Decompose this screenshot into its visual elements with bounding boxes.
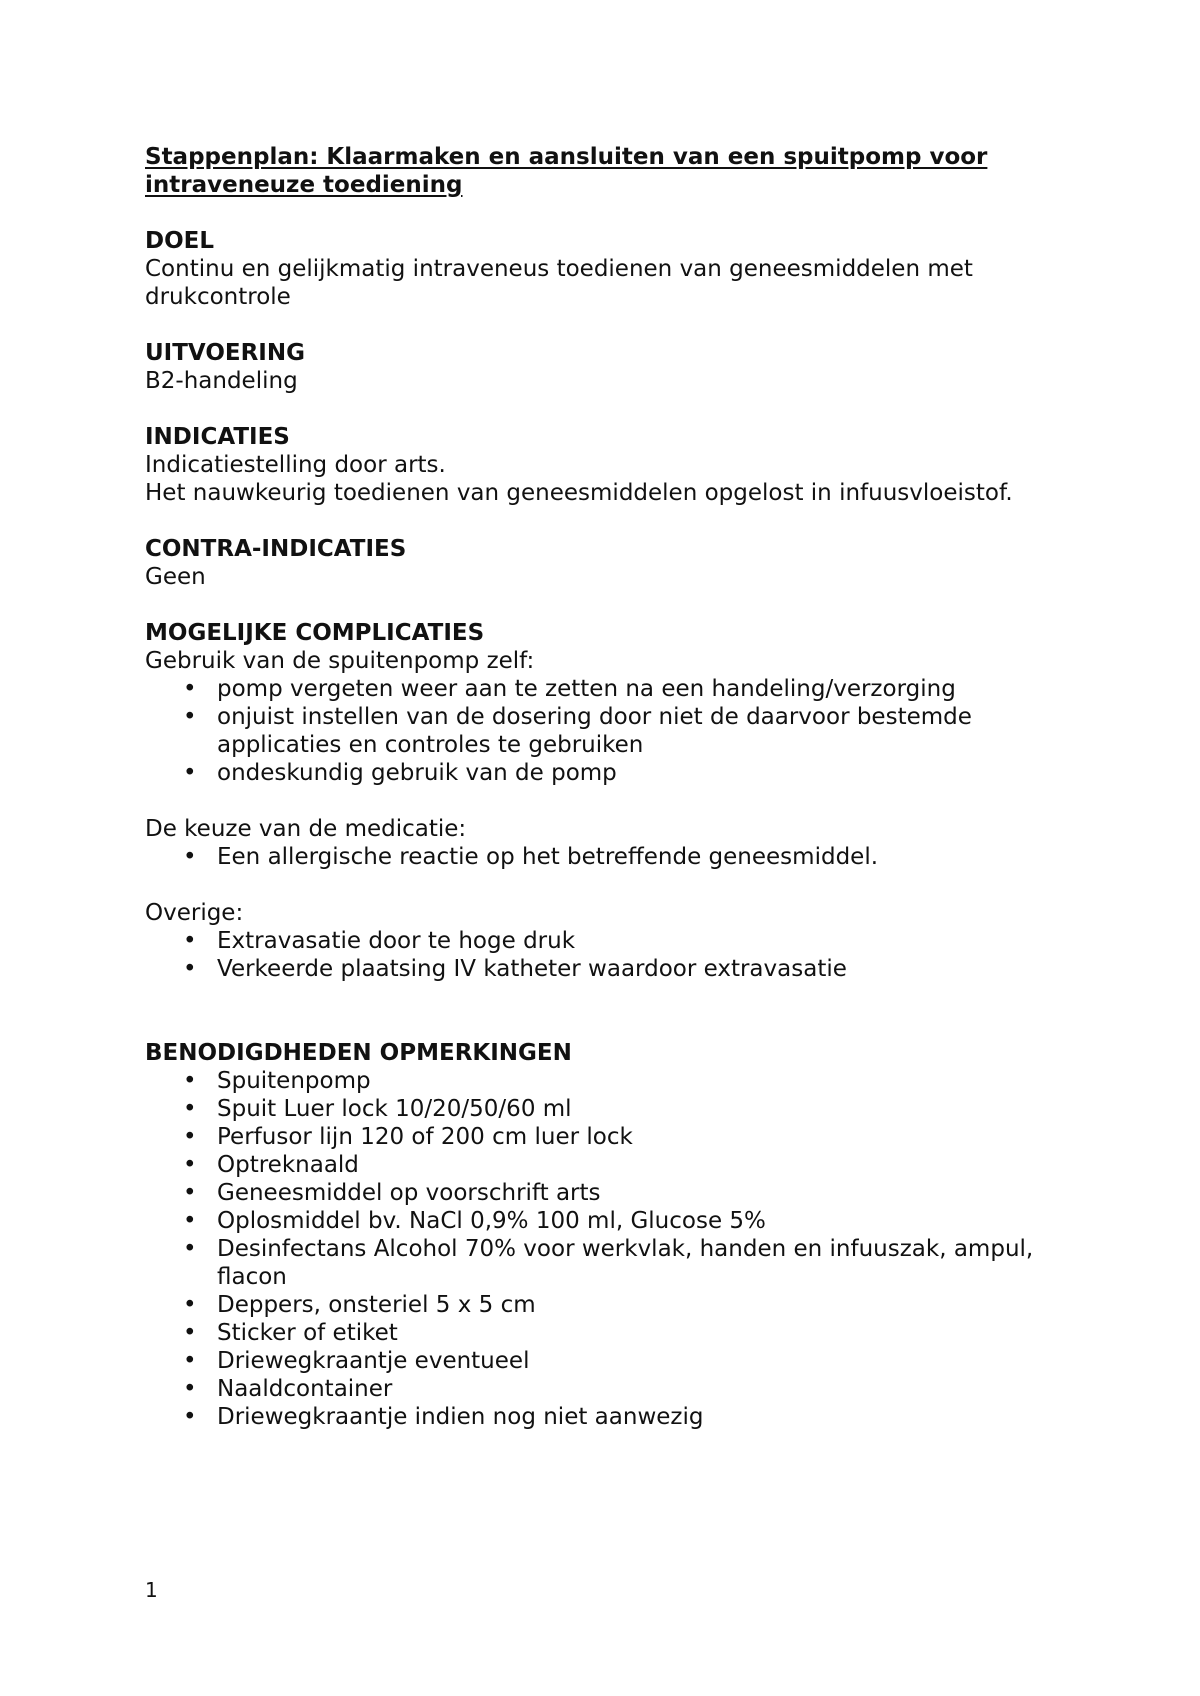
bullet-list [145, 1067, 1065, 1431]
list-item: • Spuitenpomp [145, 1067, 1065, 1095]
section-heading: UITVOERING [145, 340, 305, 366]
page-number: 1 [145, 1578, 158, 1602]
list-item: • Spuit Luer lock 10/20/50/60 ml [145, 1095, 1065, 1123]
list-item: • Desinfectans Alcohol 70% voor werkvlak, handen en infuuszak, ampul, flacon [145, 1235, 1065, 1291]
bullet-list [145, 675, 1065, 787]
document-page [145, 143, 1065, 1431]
group-intro: Gebruik van de spuitenpomp zelf: [145, 648, 535, 674]
list-item: • Perfusor lijn 120 of 200 cm luer lock [145, 1123, 1065, 1151]
section-heading: BENODIGDHEDEN OPMERKINGEN [145, 1040, 572, 1066]
list-item: • Driewegkraantje indien nog niet aanwezig [145, 1403, 1065, 1431]
list-item: • Een allergische reactie op het betreffende geneesmiddel. [145, 843, 1065, 871]
group-intro: Overige: [145, 900, 244, 926]
section-heading: CONTRA-INDICATIES [145, 536, 407, 562]
section-heading: DOEL [145, 228, 215, 254]
complication-group [145, 899, 1065, 983]
section-contra-indicaties [145, 535, 1065, 591]
section-heading: MOGELIJKE COMPLICATIES [145, 620, 485, 646]
section-text: Continu en gelijkmatig intraveneus toedienen van geneesmiddelen met drukcontrole [145, 256, 973, 310]
list-item: • pomp vergeten weer aan te zetten na een handeling/verzorging [145, 675, 1065, 703]
list-item: • ondeskundig gebruik van de pomp [145, 759, 1065, 787]
list-item: • Driewegkraantje eventueel [145, 1347, 1065, 1375]
document-title: Stappenplan: Klaarmaken en aansluiten van een spuitpomp voor intraveneuze toediening [145, 144, 988, 198]
group-intro: De keuze van de medicatie: [145, 816, 467, 842]
complication-group [145, 647, 1065, 787]
list-item: • Geneesmiddel op voorschrift arts [145, 1179, 1065, 1207]
section-heading: INDICATIES [145, 424, 290, 450]
list-item: • Optreknaald [145, 1151, 1065, 1179]
list-item: • Naaldcontainer [145, 1375, 1065, 1403]
section-text: B2-handeling [145, 368, 298, 394]
list-item: • Deppers, onsteriel 5 x 5 cm [145, 1291, 1065, 1319]
section-text: Geen [145, 564, 206, 590]
bullet-list [145, 843, 1065, 871]
section-complicaties [145, 619, 1065, 983]
list-item: • Extravasatie door te hoge druk [145, 927, 1065, 955]
list-item: • onjuist instellen van de dosering door niet de daarvoor bestemde applicaties en controles te gebruiken [145, 703, 1065, 759]
list-item: • Verkeerde plaatsing IV katheter waardoor extravasatie [145, 955, 1065, 983]
section-doel [145, 227, 1065, 311]
section-uitvoering [145, 339, 1065, 395]
list-item: • Oplosmiddel bv. NaCl 0,9% 100 ml, Glucose 5% [145, 1207, 1065, 1235]
bullet-list [145, 927, 1065, 983]
list-item: • Sticker of etiket [145, 1319, 1065, 1347]
complication-group [145, 815, 1065, 871]
section-indicaties [145, 423, 1065, 507]
section-text: Het nauwkeurig toedienen van geneesmiddelen opgelost in infuusvloeistof. [145, 480, 1013, 506]
section-text: Indicatiestelling door arts. [145, 452, 446, 478]
section-benodigdheden [145, 1039, 1065, 1431]
